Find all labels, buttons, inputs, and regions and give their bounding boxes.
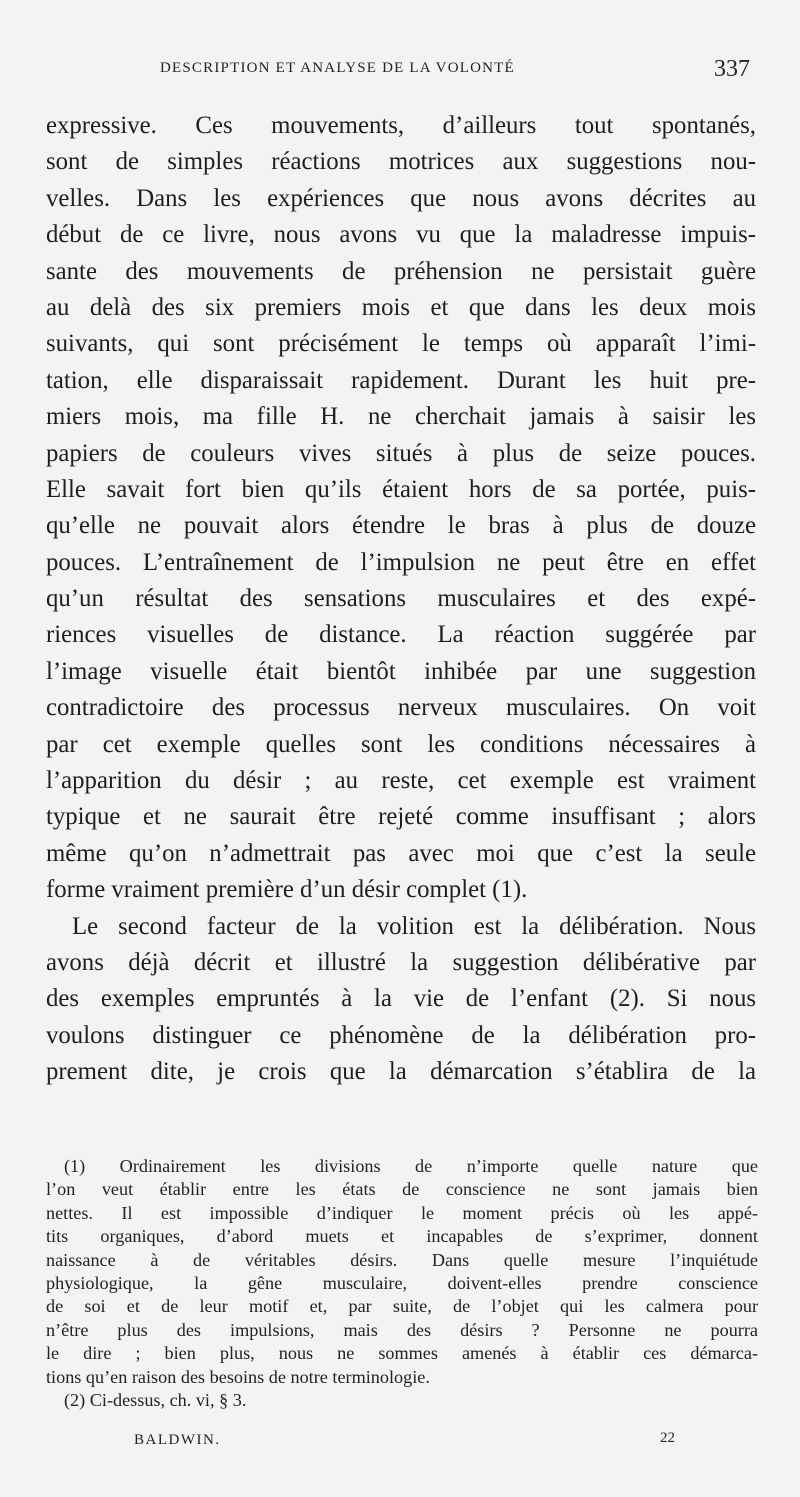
footnote-line: nettes. Il est impossible d’indiquer le moment précis où les appé- <box>46 1202 758 1223</box>
body-line: contradictoire des processus nerveux musculaires. On voit <box>46 694 756 722</box>
body-line: par cet exemple quelles sont les conditions nécessaires à <box>46 730 756 758</box>
body-line: voulons distinguer ce phénomène de la délibération pro- <box>46 1021 756 1049</box>
footnote-line: le dire ; bien plus, nous ne sommes amenés à établir ces démarca- <box>46 1343 758 1364</box>
running-title: DESCRIPTION ET ANALYSE DE LA VOLONTÉ <box>160 60 515 76</box>
body-line: riences visuelles de distance. La réaction suggérée par <box>46 621 756 649</box>
footnote-line: physiologique, la gêne musculaire, doivent-elles prendre conscience <box>46 1273 758 1294</box>
body-line: l’apparition du désir ; au reste, cet exemple est vraiment <box>46 767 756 795</box>
body-line: suivants, qui sont précisément le temps où apparaît l’imi- <box>46 330 756 358</box>
body-line: même qu’on n’admettrait pas avec moi que c’est la seule <box>46 839 756 867</box>
body-line: forme vraiment première d’un désir complet (1). <box>46 876 528 904</box>
footnote-line: (2) Ci-dessus, ch. vi, § 3. <box>64 1390 247 1411</box>
footnote-line: l’on veut établir entre les états de conscience ne sont jamais bien <box>46 1179 758 1200</box>
footnote-line: n’être plus des impulsions, mais des désirs ? Personne ne pourra <box>46 1319 758 1340</box>
body-line: début de ce livre, nous avons vu que la maladresse impuis- <box>46 221 756 249</box>
body-line: l’image visuelle était bientôt inhibée par une suggestion <box>46 657 756 685</box>
footnote-line: (1) Ordinairement les divisions de n’importe quelle nature que <box>64 1156 758 1176</box>
footnote-line: de soi et de leur motif et, par suite, de l’objet qui les calmera pour <box>46 1296 758 1317</box>
body-line: miers mois, ma fille H. ne cherchait jamais à saisir les <box>46 403 756 431</box>
body-line: expressive. Ces mouvements, d’ailleurs tout spontanés, <box>46 112 756 139</box>
footnote-line: naissance à de véritables désirs. Dans quelle mesure l’inquiétude <box>46 1249 758 1270</box>
page-number: 337 <box>714 56 750 82</box>
footnote-line: tions qu’en raison des besoins de notre terminologie. <box>46 1366 430 1387</box>
body-line: prement dite, je crois que la démarcation s’établira de la <box>46 1058 756 1086</box>
body-line: velles. Dans les expériences que nous avons décrites au <box>46 184 756 212</box>
body-line: sont de simples réactions motrices aux suggestions nou- <box>46 148 756 176</box>
body-line: avons déjà décrit et illustré la suggestion délibérative par <box>46 948 756 976</box>
footnotes <box>46 1155 758 1412</box>
body-line: sante des mouvements de préhension ne persistait guère <box>46 257 756 285</box>
body-line: qu’un résultat des sensations musculaires et des expé- <box>46 585 756 613</box>
body-line: des exemples empruntés à la vie de l’enfant (2). Si nous <box>46 985 756 1013</box>
body-line: pouces. L’entraînement de l’impulsion ne peut être en effet <box>46 548 756 576</box>
body-line: Le second facteur de la volition est la délibération. Nous <box>72 912 756 940</box>
body-line: au delà des six premiers mois et que dans les deux mois <box>46 293 756 321</box>
printer-signature: BALDWIN. <box>134 1432 221 1448</box>
body-line: typique et ne saurait être rejeté comme insuffisant ; alors <box>46 803 756 831</box>
body-text <box>46 108 756 1091</box>
body-line: papiers de couleurs vives situés à plus de seize pouces. <box>46 439 756 467</box>
body-line: tation, elle disparaissait rapidement. Durant les huit pre- <box>46 366 756 394</box>
body-line: qu’elle ne pouvait alors étendre le bras à plus de douze <box>46 512 756 540</box>
body-line: Elle savait fort bien qu’ils étaient hors de sa portée, puis- <box>46 475 756 503</box>
footnote-line: tits organiques, d’abord muets et incapables de s’exprimer, donnent <box>46 1226 758 1247</box>
sheet-number: 22 <box>660 1430 675 1446</box>
